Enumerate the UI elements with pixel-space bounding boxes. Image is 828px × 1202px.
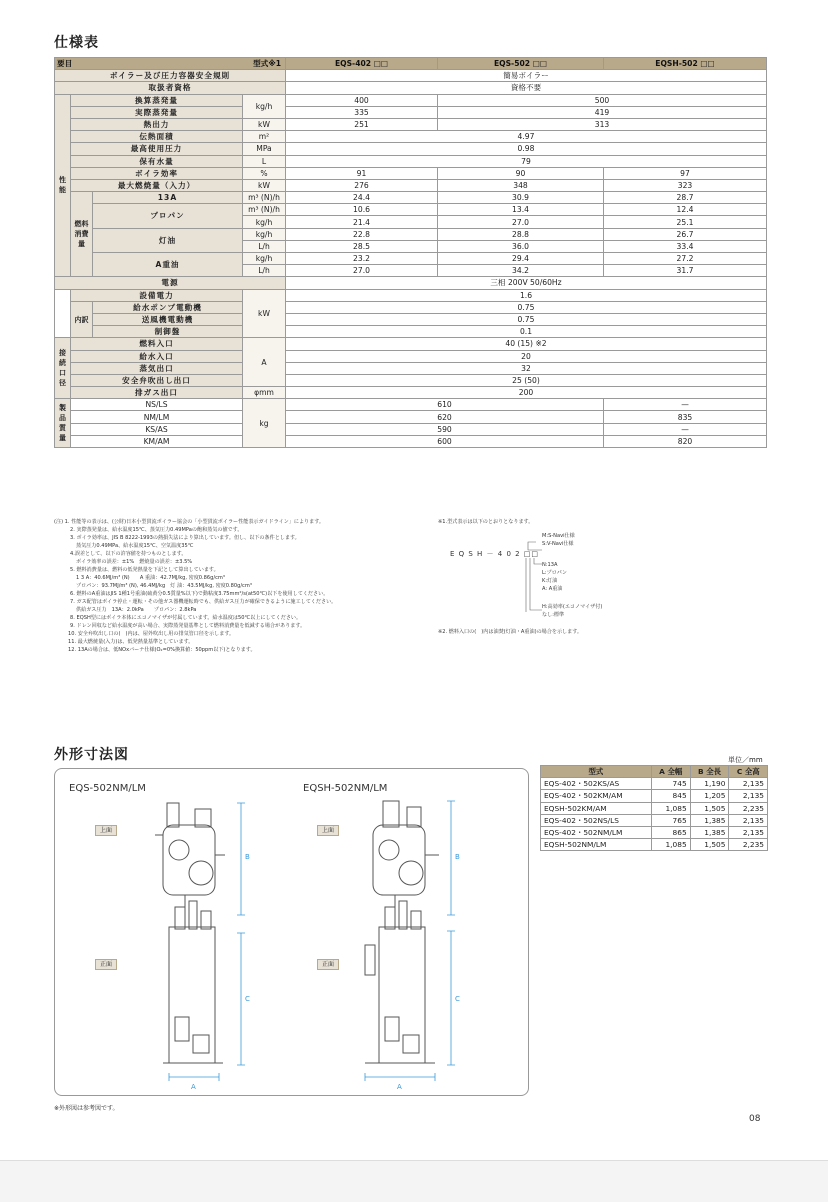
spec-table bbox=[54, 57, 767, 448]
table-row bbox=[541, 826, 768, 838]
note-line: 4.誤差として、以下の許容値を持つものとします。 bbox=[70, 551, 187, 557]
spec-label: ボイラ効率 bbox=[71, 167, 243, 179]
spec-unit: kW bbox=[243, 118, 286, 130]
model-code-item: L:プロパン bbox=[542, 570, 567, 576]
dim-model: EQS-402・502NM/LM bbox=[541, 826, 652, 838]
weight-label: NM/LM bbox=[71, 411, 243, 423]
fuel-value: 24.4 bbox=[286, 192, 438, 204]
connection-label: 排ガス出口 bbox=[71, 387, 243, 399]
note-line: 供給ガス圧力 13A：2.0kPa プロパン：2.8kPa bbox=[76, 607, 197, 613]
weight-value: — bbox=[604, 423, 767, 435]
weight-value: 600 bbox=[286, 435, 604, 447]
fuel-unit: kg/h bbox=[243, 216, 286, 228]
fuel-value: 26.7 bbox=[604, 228, 767, 240]
spec-label: 熱出力 bbox=[71, 118, 243, 130]
dim-label-c: C bbox=[245, 995, 250, 1003]
power-label: 設備電力 bbox=[71, 289, 243, 301]
dim-c: 2,135 bbox=[729, 826, 768, 838]
spec-notes bbox=[54, 518, 434, 654]
dim-c: 2,135 bbox=[729, 790, 768, 802]
model-code-item: N:13A bbox=[542, 562, 558, 568]
dim-b: 1,385 bbox=[690, 826, 729, 838]
front-view-tag: 正面 bbox=[317, 959, 339, 970]
dim-b: 1,385 bbox=[690, 814, 729, 826]
spec-unit: % bbox=[243, 167, 286, 179]
connections-group-label: 接続口径 bbox=[55, 338, 71, 399]
fuel-value: 27.0 bbox=[438, 216, 604, 228]
fuel-unit: m³ (N)/h bbox=[243, 204, 286, 216]
spec-value: 0.98 bbox=[286, 143, 767, 155]
weight-label: NS/LS bbox=[71, 399, 243, 411]
dim-a: 845 bbox=[651, 790, 690, 802]
power-item-label: 送風機電動機 bbox=[93, 313, 243, 325]
power-item-label: 制御盤 bbox=[93, 326, 243, 338]
spec-value: 97 bbox=[604, 167, 767, 179]
regulation-value: 簡易ボイラー bbox=[286, 70, 767, 82]
fuel-value: 36.0 bbox=[438, 240, 604, 252]
model-code-brackets bbox=[478, 540, 542, 612]
drawing-title-1: EQS-502NM/LM bbox=[69, 783, 146, 794]
dim-model: EQS-402・502KM/AM bbox=[541, 790, 652, 802]
model-code-item: なし:標準 bbox=[542, 612, 565, 618]
spec-label: 最高使用圧力 bbox=[71, 143, 243, 155]
spec-value: 276 bbox=[286, 179, 438, 191]
weight-label: KS/AS bbox=[71, 423, 243, 435]
top-view-tag: 上面 bbox=[95, 825, 117, 836]
note-line: 9. ドレン回収など給水温度が高い場合、実際蒸発量基準として燃料消費量を低減する場合があります。 bbox=[70, 623, 306, 629]
dim-b: 1,505 bbox=[690, 802, 729, 814]
fuel-label: A重油 bbox=[93, 253, 243, 277]
dim-c: 2,235 bbox=[729, 802, 768, 814]
spec-value: 4.97 bbox=[286, 131, 767, 143]
dim-label-b: B bbox=[455, 853, 460, 861]
connection-unit: A bbox=[243, 338, 286, 387]
power-item-label: 給水ポンプ電動機 bbox=[93, 301, 243, 313]
dim-header: C 全高 bbox=[729, 766, 768, 778]
dimension-table bbox=[540, 765, 768, 851]
connection-label: 安全弁吹出し出口 bbox=[71, 374, 243, 386]
fuel-label: プロパン bbox=[93, 204, 243, 228]
dim-label-a: A bbox=[191, 1083, 196, 1091]
operator-label: 取扱者資格 bbox=[55, 82, 286, 94]
power-item-value: 0.75 bbox=[286, 301, 767, 313]
spec-value: 91 bbox=[286, 167, 438, 179]
spec-value: 400 bbox=[286, 94, 438, 106]
spec-value: 335 bbox=[286, 106, 438, 118]
dim-a: 1,085 bbox=[651, 839, 690, 851]
connection-label: 燃料入口 bbox=[71, 338, 243, 350]
header-model-label: 型式※1 bbox=[253, 59, 281, 68]
spec-unit: kW bbox=[243, 179, 286, 191]
fuel-value: 23.2 bbox=[286, 253, 438, 265]
weight-value: 620 bbox=[286, 411, 604, 423]
fuel-value: 13.4 bbox=[438, 204, 604, 216]
fuel-value: 30.9 bbox=[438, 192, 604, 204]
fuel-value: 31.7 bbox=[604, 265, 767, 277]
page-number: 08 bbox=[749, 1114, 761, 1124]
fuel-value: 12.4 bbox=[604, 204, 767, 216]
weight-value: 835 bbox=[604, 411, 767, 423]
weight-unit: kg bbox=[243, 399, 286, 448]
dim-c: 2,135 bbox=[729, 814, 768, 826]
note-line: 2. 実際蒸発量は、給水温度15℃、蒸気圧力0.49MPaの飽和蒸気の値です。 bbox=[70, 527, 243, 533]
power-item-value: 0.1 bbox=[286, 326, 767, 338]
connection-value: 25 (50) bbox=[286, 374, 767, 386]
note-line: 10. 安全弁吹出し口の( )内は、屋外吹出し用の排気管口径を示します。 bbox=[68, 631, 235, 637]
dim-a: 1,085 bbox=[651, 802, 690, 814]
spec-label: 実際蒸発量 bbox=[71, 106, 243, 118]
note-line: 11. 最大燃焼量(入力)は、低発熱量基準としています。 bbox=[68, 639, 194, 645]
model-code-notes bbox=[438, 518, 738, 635]
note-line: 蒸気圧力0.49MPa、給水温度15℃、空気温度35℃ bbox=[76, 543, 194, 549]
viewer-bottom-strip bbox=[0, 1160, 828, 1202]
drawing-frame bbox=[54, 768, 529, 1096]
model-code: E Q S H － 4 0 2 □□ bbox=[450, 550, 540, 558]
spec-unit: kg/h bbox=[243, 94, 286, 118]
dim-header: B 全長 bbox=[690, 766, 729, 778]
spec-title: 仕様表 bbox=[54, 35, 99, 51]
fuel-unit: m³ (N)/h bbox=[243, 192, 286, 204]
spec-label: 保有水量 bbox=[71, 155, 243, 167]
boiler-drawing-eqsh bbox=[355, 795, 465, 1091]
weights-group-label: 製品質量 bbox=[55, 399, 71, 448]
perf-group-label: 性能 bbox=[55, 94, 71, 277]
note-line: 1 3 A：40.6MJ/m³ (N) A 重油：42.7MJ/kg, 密度0.86g/cm³ bbox=[76, 575, 225, 581]
spec-unit: L bbox=[243, 155, 286, 167]
weight-label: KM/AM bbox=[71, 435, 243, 447]
power-source-label: 電源 bbox=[55, 277, 286, 289]
spec-label: 伝熱面積 bbox=[71, 131, 243, 143]
fuel-value: 34.2 bbox=[438, 265, 604, 277]
model-code-item: H:高効率(エコノマイザ付) bbox=[542, 604, 603, 610]
dimensions-title: 外形寸法図 bbox=[54, 747, 129, 763]
front-view-tag: 正面 bbox=[95, 959, 117, 970]
fuel-label: 13A bbox=[93, 192, 243, 204]
spec-value: 419 bbox=[438, 106, 767, 118]
spec-label: 最大燃焼量（入力） bbox=[71, 179, 243, 191]
fuel-value: 27.2 bbox=[604, 253, 767, 265]
fuel-value: 22.8 bbox=[286, 228, 438, 240]
table-row bbox=[541, 839, 768, 851]
spec-value: 313 bbox=[438, 118, 767, 130]
fuel-value: 27.0 bbox=[286, 265, 438, 277]
operator-value: 資格不要 bbox=[286, 82, 767, 94]
weight-value: — bbox=[604, 399, 767, 411]
drawing-footnote: ※外形図は参考図です。 bbox=[54, 1105, 119, 1112]
model-3: EQSH-502 □□ bbox=[604, 58, 767, 70]
fuel-value: 29.4 bbox=[438, 253, 604, 265]
model-note-2: ※2. 燃料入口の( )内は油焚(灯油・A重油)の場合を示します。 bbox=[438, 629, 583, 635]
spec-value: 90 bbox=[438, 167, 604, 179]
spec-value: 79 bbox=[286, 155, 767, 167]
note-line: 8. EQSH型にはボイラ本体にエコノマイザが付属しています。給水温度は50℃以上にしてください。 bbox=[70, 615, 302, 621]
fuel-unit: kg/h bbox=[243, 253, 286, 265]
connection-unit: φmm bbox=[243, 387, 286, 399]
table-row bbox=[541, 790, 768, 802]
note-line: 5. 燃料消費量は、燃料の低発熱量を下記として算出しています。 bbox=[70, 567, 219, 573]
fuel-value: 28.5 bbox=[286, 240, 438, 252]
dim-model: EQSH-502NM/LM bbox=[541, 839, 652, 851]
fuel-unit: L/h bbox=[243, 240, 286, 252]
spec-value: 348 bbox=[438, 179, 604, 191]
note-line: ボイラ効率の誤差：±1% 燃焼量の誤差：±3.5% bbox=[76, 559, 193, 565]
note-line: 3. ボイラ効率は、JIS B 8222-1993の熱損失法により算出しています。但し、以下の条件とします。 bbox=[70, 535, 300, 541]
weight-value: 820 bbox=[604, 435, 767, 447]
dim-a: 745 bbox=[651, 778, 690, 790]
connection-label: 給水入口 bbox=[71, 350, 243, 362]
fuel-unit: L/h bbox=[243, 265, 286, 277]
spec-header-row bbox=[55, 58, 767, 70]
regulation-label: ボイラー及び圧力容器安全規則 bbox=[55, 70, 286, 82]
note-line: 6. 燃料のA重油はJIS 1種1号重油(硫黄分0.5質量%以下)で動粘度3.75mm²/s(at50℃)以下を使用してください。 bbox=[70, 591, 329, 597]
fuel-group-label: 燃料消費量 bbox=[71, 192, 93, 277]
header-item-label: 要目 bbox=[57, 59, 73, 69]
note-line: 7. ガス配管はボイラ停止・運転・その他ガス器機運転時でも、供給ガス圧力が確保できるように施工してください。 bbox=[70, 599, 337, 605]
fuel-value: 10.6 bbox=[286, 204, 438, 216]
dim-model: EQS-402・502KS/AS bbox=[541, 778, 652, 790]
top-view-tag: 上面 bbox=[317, 825, 339, 836]
dimension-unit: 単位／mm bbox=[728, 756, 763, 764]
dim-header: 型式 bbox=[541, 766, 652, 778]
dim-label-b: B bbox=[245, 853, 250, 861]
dim-b: 1,505 bbox=[690, 839, 729, 851]
table-row bbox=[541, 802, 768, 814]
table-row bbox=[541, 778, 768, 790]
dim-label-a: A bbox=[397, 1083, 402, 1091]
dim-label-c: C bbox=[455, 995, 460, 1003]
note-line: 12. 13Aの場合は、低NOxバーナ仕様(O₂=0%換算値：50ppm以下)となります。 bbox=[68, 647, 256, 653]
dim-a: 765 bbox=[651, 814, 690, 826]
spec-value: 323 bbox=[604, 179, 767, 191]
table-row bbox=[541, 814, 768, 826]
dim-c: 2,235 bbox=[729, 839, 768, 851]
spec-value: 251 bbox=[286, 118, 438, 130]
spec-unit: MPa bbox=[243, 143, 286, 155]
model-code-item: A: A重油 bbox=[542, 586, 563, 592]
dim-header: A 全幅 bbox=[651, 766, 690, 778]
fuel-value: 25.1 bbox=[604, 216, 767, 228]
spec-unit: m² bbox=[243, 131, 286, 143]
dim-b: 1,205 bbox=[690, 790, 729, 802]
dim-model: EQS-402・502NS/LS bbox=[541, 814, 652, 826]
dim-b: 1,190 bbox=[690, 778, 729, 790]
fuel-value: 28.7 bbox=[604, 192, 767, 204]
fuel-value: 21.4 bbox=[286, 216, 438, 228]
model-code-item: K:灯油 bbox=[542, 578, 558, 584]
dim-c: 2,135 bbox=[729, 778, 768, 790]
fuel-unit: kg/h bbox=[243, 228, 286, 240]
power-value: 1.6 bbox=[286, 289, 767, 301]
model-2: EQS-502 □□ bbox=[438, 58, 604, 70]
dim-model: EQSH-502KM/AM bbox=[541, 802, 652, 814]
fuel-value: 28.8 bbox=[438, 228, 604, 240]
model-1: EQS-402 □□ bbox=[286, 58, 438, 70]
note-line: プロパン：93.7MJ/m³ (N), 46.4MJ/kg 灯 油：43.5MJ/kg, 密度0.80g/cm³ bbox=[76, 583, 252, 589]
connection-label: 蒸気出口 bbox=[71, 362, 243, 374]
dim-a: 865 bbox=[651, 826, 690, 838]
spec-value: 500 bbox=[438, 94, 767, 106]
model-notes-title: ※1.型式表示は以下のとおりとなります。 bbox=[438, 519, 534, 525]
model-code-item: M:S-Navi仕様 bbox=[542, 533, 575, 539]
model-code-item: S:V-Navi仕様 bbox=[542, 541, 574, 547]
fuel-label: 灯油 bbox=[93, 228, 243, 252]
drawing-title-2: EQSH-502NM/LM bbox=[303, 783, 388, 794]
connection-value: 200 bbox=[286, 387, 767, 399]
boiler-drawing-eqs bbox=[145, 795, 255, 1091]
power-unit: kW bbox=[243, 289, 286, 338]
connection-value: 20 bbox=[286, 350, 767, 362]
connection-value: 32 bbox=[286, 362, 767, 374]
power-item-value: 0.75 bbox=[286, 313, 767, 325]
connection-value: 40 (15) ※2 bbox=[286, 338, 767, 350]
weight-value: 590 bbox=[286, 423, 604, 435]
fuel-value: 33.4 bbox=[604, 240, 767, 252]
weight-value: 610 bbox=[286, 399, 604, 411]
note-line: (注) 1. 性能等の表示は、(公財)日本小型貫流ボイラー協会の「小型貫流ボイラー性能表示ガイドライン」によります。 bbox=[54, 519, 325, 525]
power-source-value: 三相 200V 50/60Hz bbox=[286, 277, 767, 289]
power-breakdown-label: 内訳 bbox=[71, 301, 93, 338]
spec-label: 換算蒸発量 bbox=[71, 94, 243, 106]
